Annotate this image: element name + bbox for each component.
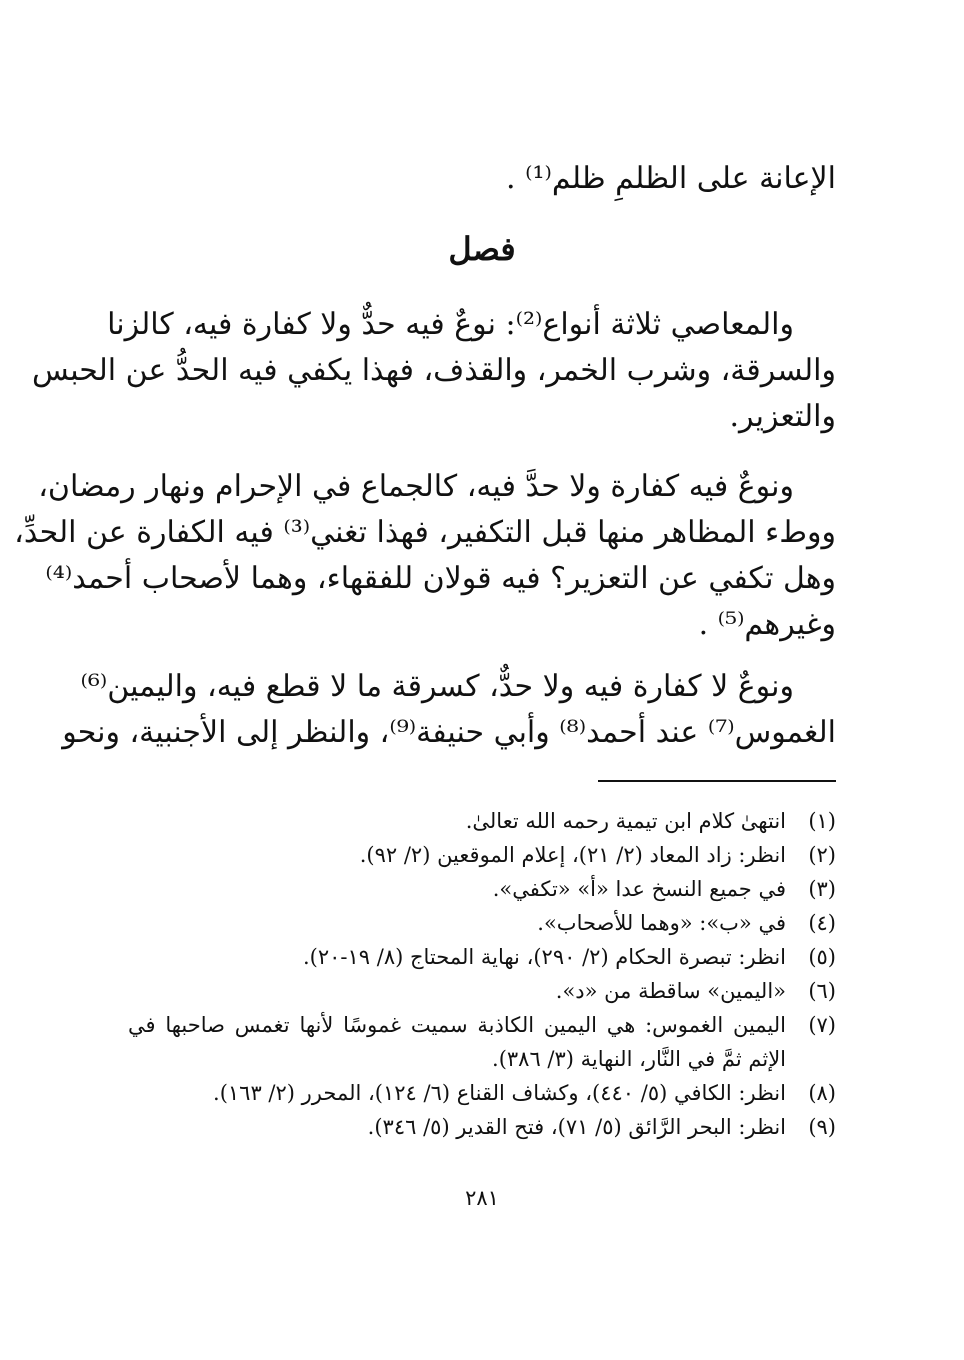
footnote-text: اليمين الغموس: هي اليمين الكاذبة سميت غموسًا لأنها تغمس صاحبها في الإثم ثمَّ في النَّار، النهاية (٣/ ٣٨٦). <box>128 1013 786 1071</box>
page-number: ٢٨١ <box>465 1186 499 1210</box>
footnote-text: انظر: تبصرة الحكام (٢/ ٢٩٠)، نهاية المحتاج (٨/ ١٩-٢٠). <box>302 945 786 969</box>
footnote-number: (٥) <box>808 945 836 969</box>
footnote-text: انتهىٰ كلام ابن تيمية رحمه الله تعالىٰ. <box>465 809 786 833</box>
footnote-item <box>128 804 836 838</box>
footnote-item <box>128 872 836 906</box>
footnote-text: في جميع النسخ عدا «أ» «تكفي». <box>492 877 786 901</box>
footnote-item <box>128 838 836 872</box>
paragraph-3 <box>62 664 836 756</box>
paragraph-1 <box>31 302 836 440</box>
paragraph-1-line: والسرقة، وشرب الخمر، والقذف، فهذا يكفي فيه الحدُّ عن الحبس <box>31 353 836 388</box>
footnote-number: (٦) <box>808 979 836 1003</box>
footnote-number: (٤) <box>808 911 836 935</box>
footnote-number: (٩) <box>808 1115 836 1139</box>
opening-line-text: الإعانة على الظلمِ ظلم⁽¹⁾ . <box>506 161 836 196</box>
paragraph-2-line: ونوعٌ فيه كفارة ولا حدَّ فيه، كالجماع في الإحرام ونهار رمضان، <box>38 469 794 504</box>
footnote-item <box>128 940 836 974</box>
paragraph-3-line: الغموس⁽⁷⁾ عند أحمد⁽⁸⁾ وأبي حنيفة⁽⁹⁾، والنظر إلى الأجنبية، ونحو <box>62 715 836 750</box>
footnote-text: انظر: البحر الرَّائق (٥/ ٧١)، فتح القدير (٥/ ٣٤٦). <box>367 1115 786 1139</box>
paragraph-2-line: ووطء المظاهر منها قبل التكفير، فهذا تغني⁽³⁾ فيه الكفارة عن الحدِّ، <box>14 515 836 550</box>
section-heading: فصل <box>448 230 516 268</box>
footnote-separator <box>598 780 836 782</box>
footnote-text: في «ب»: «وهما للأصحاب». <box>537 911 786 935</box>
footnotes <box>128 804 836 1144</box>
footnote-text: انظر: زاد المعاد (٢/ ٢١)، إعلام الموقعين (٢/ ٩٢). <box>359 843 786 867</box>
paragraph-2-line: وغيرهم⁽⁵⁾ . <box>698 607 836 642</box>
footnote-number: (٣) <box>808 877 836 901</box>
footnote-number: (٢) <box>808 843 836 867</box>
footnote-item <box>128 906 836 940</box>
footnote-item <box>128 1110 836 1144</box>
footnote-text: انظر: الكافي (٥/ ٤٤٠)، وكشاف القناع (٦/ ١٢٤)، المحرر (٢/ ١٦٣). <box>213 1081 786 1105</box>
paragraph-2 <box>14 464 836 648</box>
paragraph-1-line: والتعزير. <box>729 399 836 434</box>
footnote-number: (٧) <box>808 1013 836 1037</box>
footnote-item <box>128 1076 836 1110</box>
footnote-number: (١) <box>808 809 836 833</box>
paragraph-2-line: وهل تكفي عن التعزير؟ فيه قولان للفقهاء، وهما لأصحاب أحمد⁽⁴⁾ <box>45 561 836 596</box>
opening-line <box>128 156 836 202</box>
footnote-number: (٨) <box>808 1081 836 1105</box>
footnote-text: «اليمين» ساقطة من «د». <box>555 979 786 1003</box>
footnote-item <box>128 974 836 1008</box>
paragraph-1-line: والمعاصي ثلاثة أنواع⁽²⁾: نوعٌ فيه حدٌّ ولا كفارة فيه، كالزنا <box>107 307 794 342</box>
footnote-item <box>128 1008 836 1076</box>
paragraph-3-line: ونوعٌ لا كفارة فيه ولا حدٌّ، كسرقة ما لا قطع فيه، واليمين⁽⁶⁾ <box>80 669 794 704</box>
